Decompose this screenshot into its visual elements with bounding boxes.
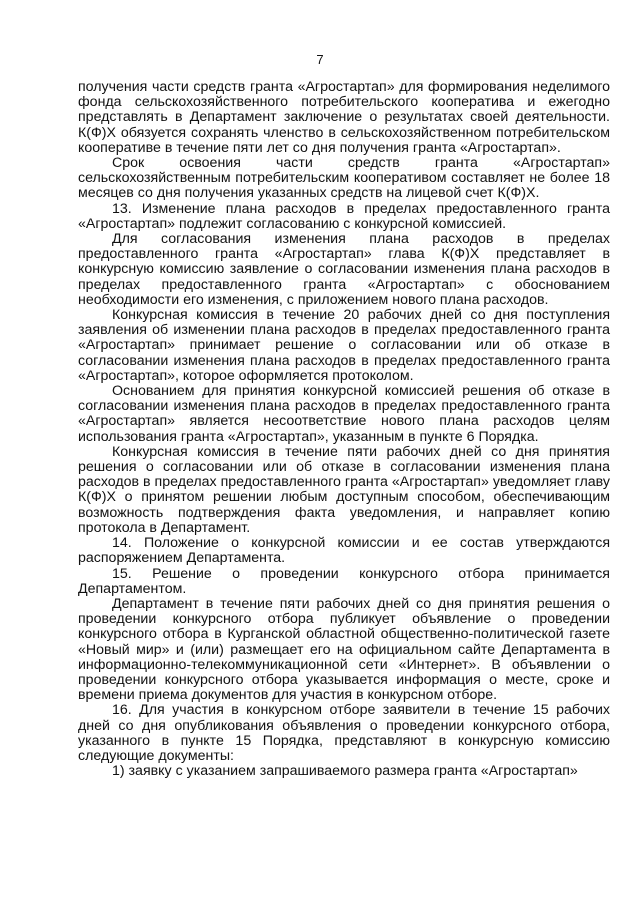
document-body — [78, 80, 610, 779]
paragraph: Конкурсная комиссия в течение 20 рабочих дней со дня поступления заявления об изменении плана расходов в пределах предоставленного гранта «Агростартап» принимает решение о согласовании или об отказе в согласовании изменения плана расходов в пределах предоставленного гранта «Агростартап», которое оформляется протоколом. — [78, 307, 610, 384]
paragraph: Департамент в течение пяти рабочих дней со дня принятия решения о проведении конкурсного отбора публикует объявление о проведении конкурсного отбора в Курганской областной общественно-политической газете «Новый мир» и (или) размещает его на официальном сайте Департамента в информационно-телекоммуникационной сети «Интернет». В объявлении о проведении конкурсного отбора указывается информация о месте, сроке и времени приема документов для участия в конкурсном отборе. — [78, 595, 610, 704]
paragraph: Срок освоения части средств гранта «Агростартап» сельскохозяйственным потребительским кооперативом составляет не более 18 месяцев со дня получения указанных средств на лицевой счет К(Ф)Х. — [78, 155, 610, 202]
paragraph: 16. Для участия в конкурсном отборе заявители в течение 15 рабочих дней со дня опубликования объявления о проведении конкурсного отбора, указанного в пункте 15 Порядка, представляют в конкурсную комиссию следующие документы: — [78, 702, 610, 764]
paragraph: Конкурсная комиссия в течение пяти рабочих дней со дня принятия решения о согласовании или об отказе в согласовании изменения плана расходов в пределах предоставленного гранта «Агростартап» уведомляет главу К(Ф)Х о принятом решении любым доступным способом, обеспечивающим возможность подтверждения факта уведомления, и направляет копию протокола в Департамент. — [78, 443, 610, 536]
page-number: 7 — [316, 52, 324, 67]
paragraph: 13. Изменение плана расходов в пределах предоставленного гранта «Агростартап» подлежит согласованию с конкурсной комиссией. — [78, 200, 610, 232]
paragraph: получения части средств гранта «Агростартап» для формирования неделимого фонда сельскохозяйственного потребительского кооператива и ежегодно представлять в Департамент заключение о результатах своей деятельности. К(Ф)Х обязуется сохранять членство в сельскохозяйственном потребительском кооперативе в течение пяти лет со дня получения гранта «Агростартап». — [78, 79, 610, 156]
paragraph: 1) заявку с указанием запрашиваемого размера гранта «Агростартап» — [112, 763, 578, 780]
paragraph: 14. Положение о конкурсной комиссии и ее состав утверждаются распоряжением Департамента. — [78, 535, 610, 567]
paragraph: Для согласования изменения плана расходов в пределах предоставленного гранта «Агростартап» глава К(Ф)Х представляет в конкурсную комиссию заявление о согласовании изменения плана расходов в пределах предоставленного гранта «Агростартап» с обоснованием необходимости его изменения, с приложением нового плана расходов. — [78, 231, 610, 308]
paragraph: 15. Решение о проведении конкурсного отбора принимается Департаментом. — [78, 565, 610, 597]
paragraph: Основанием для принятия конкурсной комиссией решения об отказе в согласовании изменения плана расходов в пределах предоставленного гранта «Агростартап» является несоответствие нового плана расходов целям использования гранта «Агростартап», указанным в пункте 6 Порядка. — [78, 383, 610, 445]
